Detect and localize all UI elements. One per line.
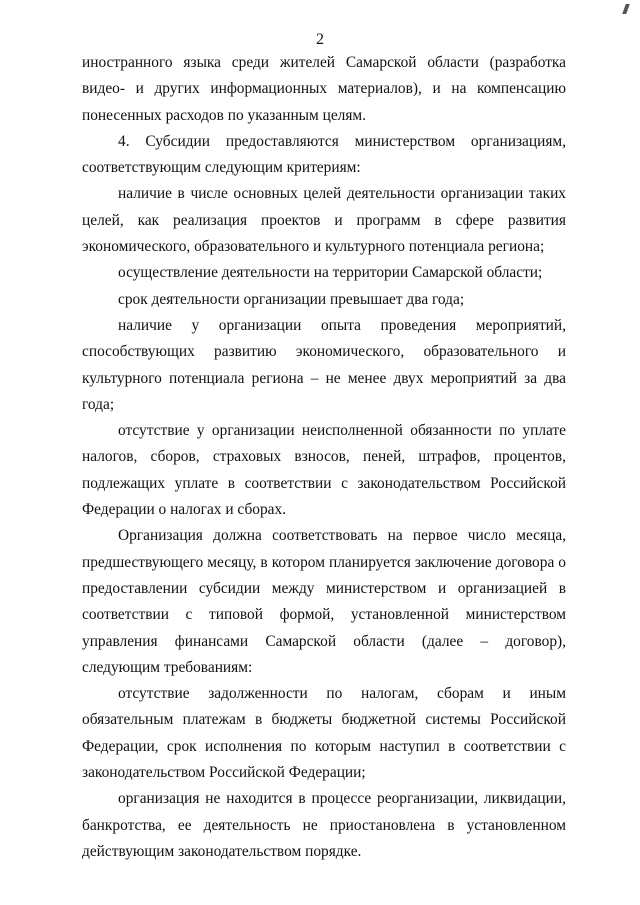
paragraph-continuation: иностранного языка среди жителей Самарской области (разработка видео- и других информационных материалов), и на компенсацию понесенных расходов по указанным целям. bbox=[82, 54, 566, 124]
requirement-no-arrears: отсутствие задолженности по налогам, сборам и иным обязательным платежам в бюджеты бюджетной системы Российской Федерации, срок исполнения по которым наступил в соответствии с законодательством Российской Федерации; bbox=[82, 685, 566, 782]
paragraph-item-4: 4. Субсидии предоставляются министерством организациям, соответствующим следующим критериям: bbox=[82, 132, 566, 177]
criterion-duration: срок деятельности организации превышает два года; bbox=[118, 290, 465, 308]
criterion-no-debts: отсутствие у организации неисполненной обязанности по уплате налогов, сборов, страховых взносов, пеней, штрафов, процентов, подлежащих уплате в соответствии с законодательством Российской Федерации о налогах и сборах. bbox=[82, 422, 566, 519]
requirement-not-reorganizing: организация не находится в процессе реорганизации, ликвидации, банкротства, ее деятельность не приостановлена в установленном действующим законодательством порядке. bbox=[82, 790, 566, 860]
criterion-territory: осуществление деятельности на территории Самарской области; bbox=[118, 264, 543, 282]
document-body bbox=[82, 50, 566, 865]
criterion-goals: наличие в числе основных целей деятельности организации таких целей, как реализация проектов и программ в сфере развития экономического, образовательного и культурного потенциала региона; bbox=[82, 185, 566, 256]
criterion-experience: наличие у организации опыта проведения мероприятий, способствующих развитию экономического, образовательного и культурного потенциала региона – не менее двух мероприятий за два года; bbox=[82, 316, 566, 413]
paragraph-requirements-intro: Организация должна соответствовать на первое число месяца, предшествующего месяцу, в котором планируется заключение договора о предоставлении субсидии между министерством и организацией в соответствии с типовой формой, установленной министерством управления финансами Самарской области (далее – договор), следующим требованиям: bbox=[82, 527, 566, 676]
scan-mark bbox=[622, 4, 630, 14]
page-number: 2 bbox=[316, 31, 324, 48]
